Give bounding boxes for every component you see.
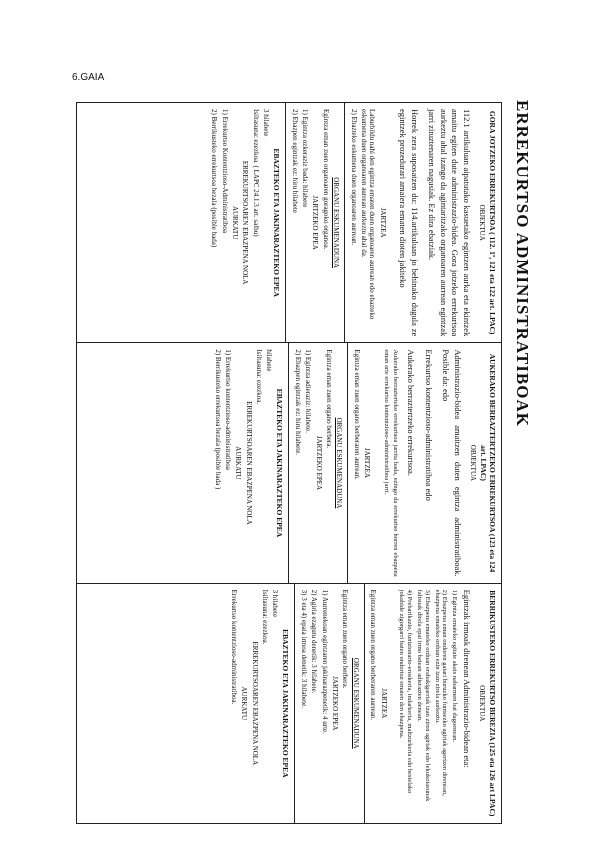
ebazteko-label: EBAZTEKO ETA JAKINARAZTEKO EPEA <box>281 629 291 778</box>
objektua-text: Administrazio-bidea amaitzen duten egintza administratiboak. Posible da: edo <box>441 349 463 577</box>
jartzea-label: JARTZEA <box>379 688 388 719</box>
organo-label: ORGANU ESKUMENADUNA <box>332 177 341 269</box>
isiltasuna-text: Isiltasuna: ezezkoa. <box>261 589 270 645</box>
aurkatu-text: 1) Errekurtso kontentzioso-administratiboa <box>223 349 232 470</box>
jartzeko-epea-label: JARTZEKO EPEA <box>331 676 339 731</box>
document-title: ERREKURTSO ADMINISTRATIBOAK <box>513 100 532 427</box>
ebazteko-text: 3 hilabete <box>262 109 271 137</box>
objektua-text-2: Errekurtso kontentzioso-administratiboa edo <box>423 349 434 501</box>
divider <box>364 584 365 823</box>
jartzea-text-2: 2) Ebazteko eskumena duen organoaren aurrean. <box>349 109 358 246</box>
aurkatu-label: AURKATU <box>240 686 249 721</box>
organo-text: Egintza eman zuen organo berbera. <box>325 349 334 449</box>
divider <box>347 343 348 582</box>
ebazteko-text: 3 hilabete <box>271 589 280 618</box>
divider <box>344 103 345 342</box>
column-berrikusteko <box>77 584 501 823</box>
objektua-text-4: 3) Ebazpena emateko orduan erabakigarriak izan ziren agiriak edo lekukotasunak faltsuak direla epai irmo batean adierazten denean. <box>415 589 431 802</box>
isiltasuna-text: Isiltasuna: ezezkoa. <box>255 349 264 405</box>
page-label: 6.GAIA <box>72 72 105 83</box>
column-gora-jotzeko <box>77 103 501 343</box>
objektua-text-3: 2) Ebazpena eman ondoren gaiari buruzko funtsezko agiriak agertzen direnean, ebazpena emateko orduan ezin izan zirela aurkeztu. <box>433 589 449 796</box>
ebazpena-label: ERREKURTSOAREN EBAZPENA NOLA <box>250 641 259 766</box>
aurkatu-text-2: 2) Berrikusteko errekurtsoa bezala (posible bada ) <box>213 349 222 490</box>
organo-label: ORGANU ESKUMENADUNA <box>335 417 344 509</box>
ebazteko-label: EBAZTEKO ETA JAKINARAZTEKO EPEA <box>275 388 285 538</box>
organo-text: Egintza eman zuen organo berbera. <box>341 589 350 689</box>
jartzea-label: JARTZEA <box>378 207 387 238</box>
objektua-label: OBJEKTUA <box>478 204 486 241</box>
jartzeko-epea-text: 1) Egintza ozkeraziz bada: hilabete <box>301 109 310 208</box>
aurkatu-text: 1) Errekurtso Kontentzioso-Administratiboa <box>220 109 229 234</box>
organo-text: Egintza eman zuen organoaren goragoko organoa. <box>321 109 330 250</box>
jartzeko-epea-text-2: 2) Ebazpen egintzak ez: hiru hilabete <box>290 109 299 213</box>
isiltasuna-text: Isiltasuna: ezezkoa. ( LAPC 24.1.3 art. salbu) <box>251 109 260 237</box>
objektua-text-4: Aukerako berrazterteko errekurtsoa jarrita bada, ezingo da errekurtso horren ebazpena eman arte errekurtso kontentzioso-administratiboa jarri. <box>382 349 399 577</box>
jartzea-label: JARTZEA <box>363 448 372 478</box>
column-heading: GORA JOTZEKO ERREKURTSOA ( 112. 1º, 121 eta 122 art. LPAC) <box>488 110 497 335</box>
jartzeko-epea-text-2: 2) Agiria ezagutu denetik: 3 hilabete. <box>310 589 319 694</box>
jartzeko-epea-text-2: 2) Ebazpen egintzak ez: hiru hilabete. <box>293 349 302 456</box>
ebazpena-label: ERREKURTSOAREN EBAZPENA NOLA <box>244 401 253 525</box>
divider <box>294 584 295 823</box>
objektua-label: OBJEKTUA <box>469 444 477 482</box>
aurkatu-label: AURKATU <box>234 446 243 480</box>
rotated-document <box>62 100 532 830</box>
ebazteko-label: EBAZTEKO ETA JAKINARAZTEKO EPEA <box>272 148 282 297</box>
objektua-text-5: 4) Prebarikazio, funtzionario-eroskeria, indarkeria, maltzurkeria edo bestelako jokabide zigorgarri baten ondorioz ematen den ebazpena. <box>398 589 414 794</box>
divider <box>288 343 289 582</box>
column-aukerako-berraztertzeko <box>77 343 501 583</box>
column-heading: BERRIKUSTEKO ERREKURTSO BEREZIA (125 eta 126 art LPAC) <box>488 590 497 817</box>
column-heading: AUKERAKO BERRAZTERTZEKO ERREKURTSOA (123 eta 124 art. LPAC) <box>479 353 497 573</box>
divider <box>285 103 286 342</box>
jartzeko-epea-text-3: 3) 3 eta 4) epaia irmoa denetik: 3 hilabete. <box>299 589 308 709</box>
ebazpena-label: ERREKURTSOAREN EBAZPENA NOLA <box>241 160 250 285</box>
aurkatu-text-2: 2) Berrikusteko errekurtsoa bezala (posible bada) <box>210 109 219 248</box>
aurkatu-text: Errekurtso kontentzioso-administratiboa. <box>229 589 238 705</box>
jartzeko-epea-text: 1) Egintza adieraziz: hilabete. <box>304 349 313 433</box>
organo-label: ORGANU ESKUMENADUNA <box>351 657 360 749</box>
aurkatu-label: AURKATU <box>231 205 240 240</box>
objektua-label: OBJEKTUA <box>478 685 486 722</box>
jartzeko-epea-text: 1) Aurrenekoan egintzaren jakinarazpenetik: 4 urte. <box>320 589 329 734</box>
objektua-text-3: Aukerako berraztertzeko errekurtsoa. <box>406 349 417 477</box>
jartzeko-epea-label: JARTZEKO EPEA <box>314 435 323 491</box>
jartzea-text: Laburbildu nahi den egintza ematen duen organoaren aurrean edo ebazteko eskumena duen organoaren aurrean aurkeztu ahal da. <box>360 109 377 320</box>
objektua-text-2: 1) Egintza emateko egitate akats nabarmen bat dagoenean. <box>451 589 459 742</box>
objektua-text: 112.1 artikuluan aipatutako kasuetako egintzen aurka eta ekintzek amaitu egiten dute administrazio-bidea. Gora jotzeko errekurtsoa aurkeztu ahal izango da agintaritzako organoaren aurrean egintzak jarri zituztenaren nagusiak. Ez dira ebatziak. <box>427 109 472 337</box>
comparison-table <box>76 102 502 824</box>
jartzea-text: Egintza eman zuen organo berberaren aurrean. <box>369 589 378 721</box>
objektua-text: Egintzak irmoak direnean Administrazio-bidean eta: <box>461 589 472 768</box>
jartzeko-epea-label: JARTZEKO EPEA <box>311 195 320 250</box>
jartzea-text: Egintza eman zuen organo berberaren aurrean. <box>352 349 361 480</box>
objektua-text-2: Horrek zera suposatzen du: 114.artikuluan jo behinako dugula ze egintzek prozedurari amaiera ematen dioten jakiteko <box>398 109 420 337</box>
ebazteko-text: hilabete <box>265 349 274 372</box>
